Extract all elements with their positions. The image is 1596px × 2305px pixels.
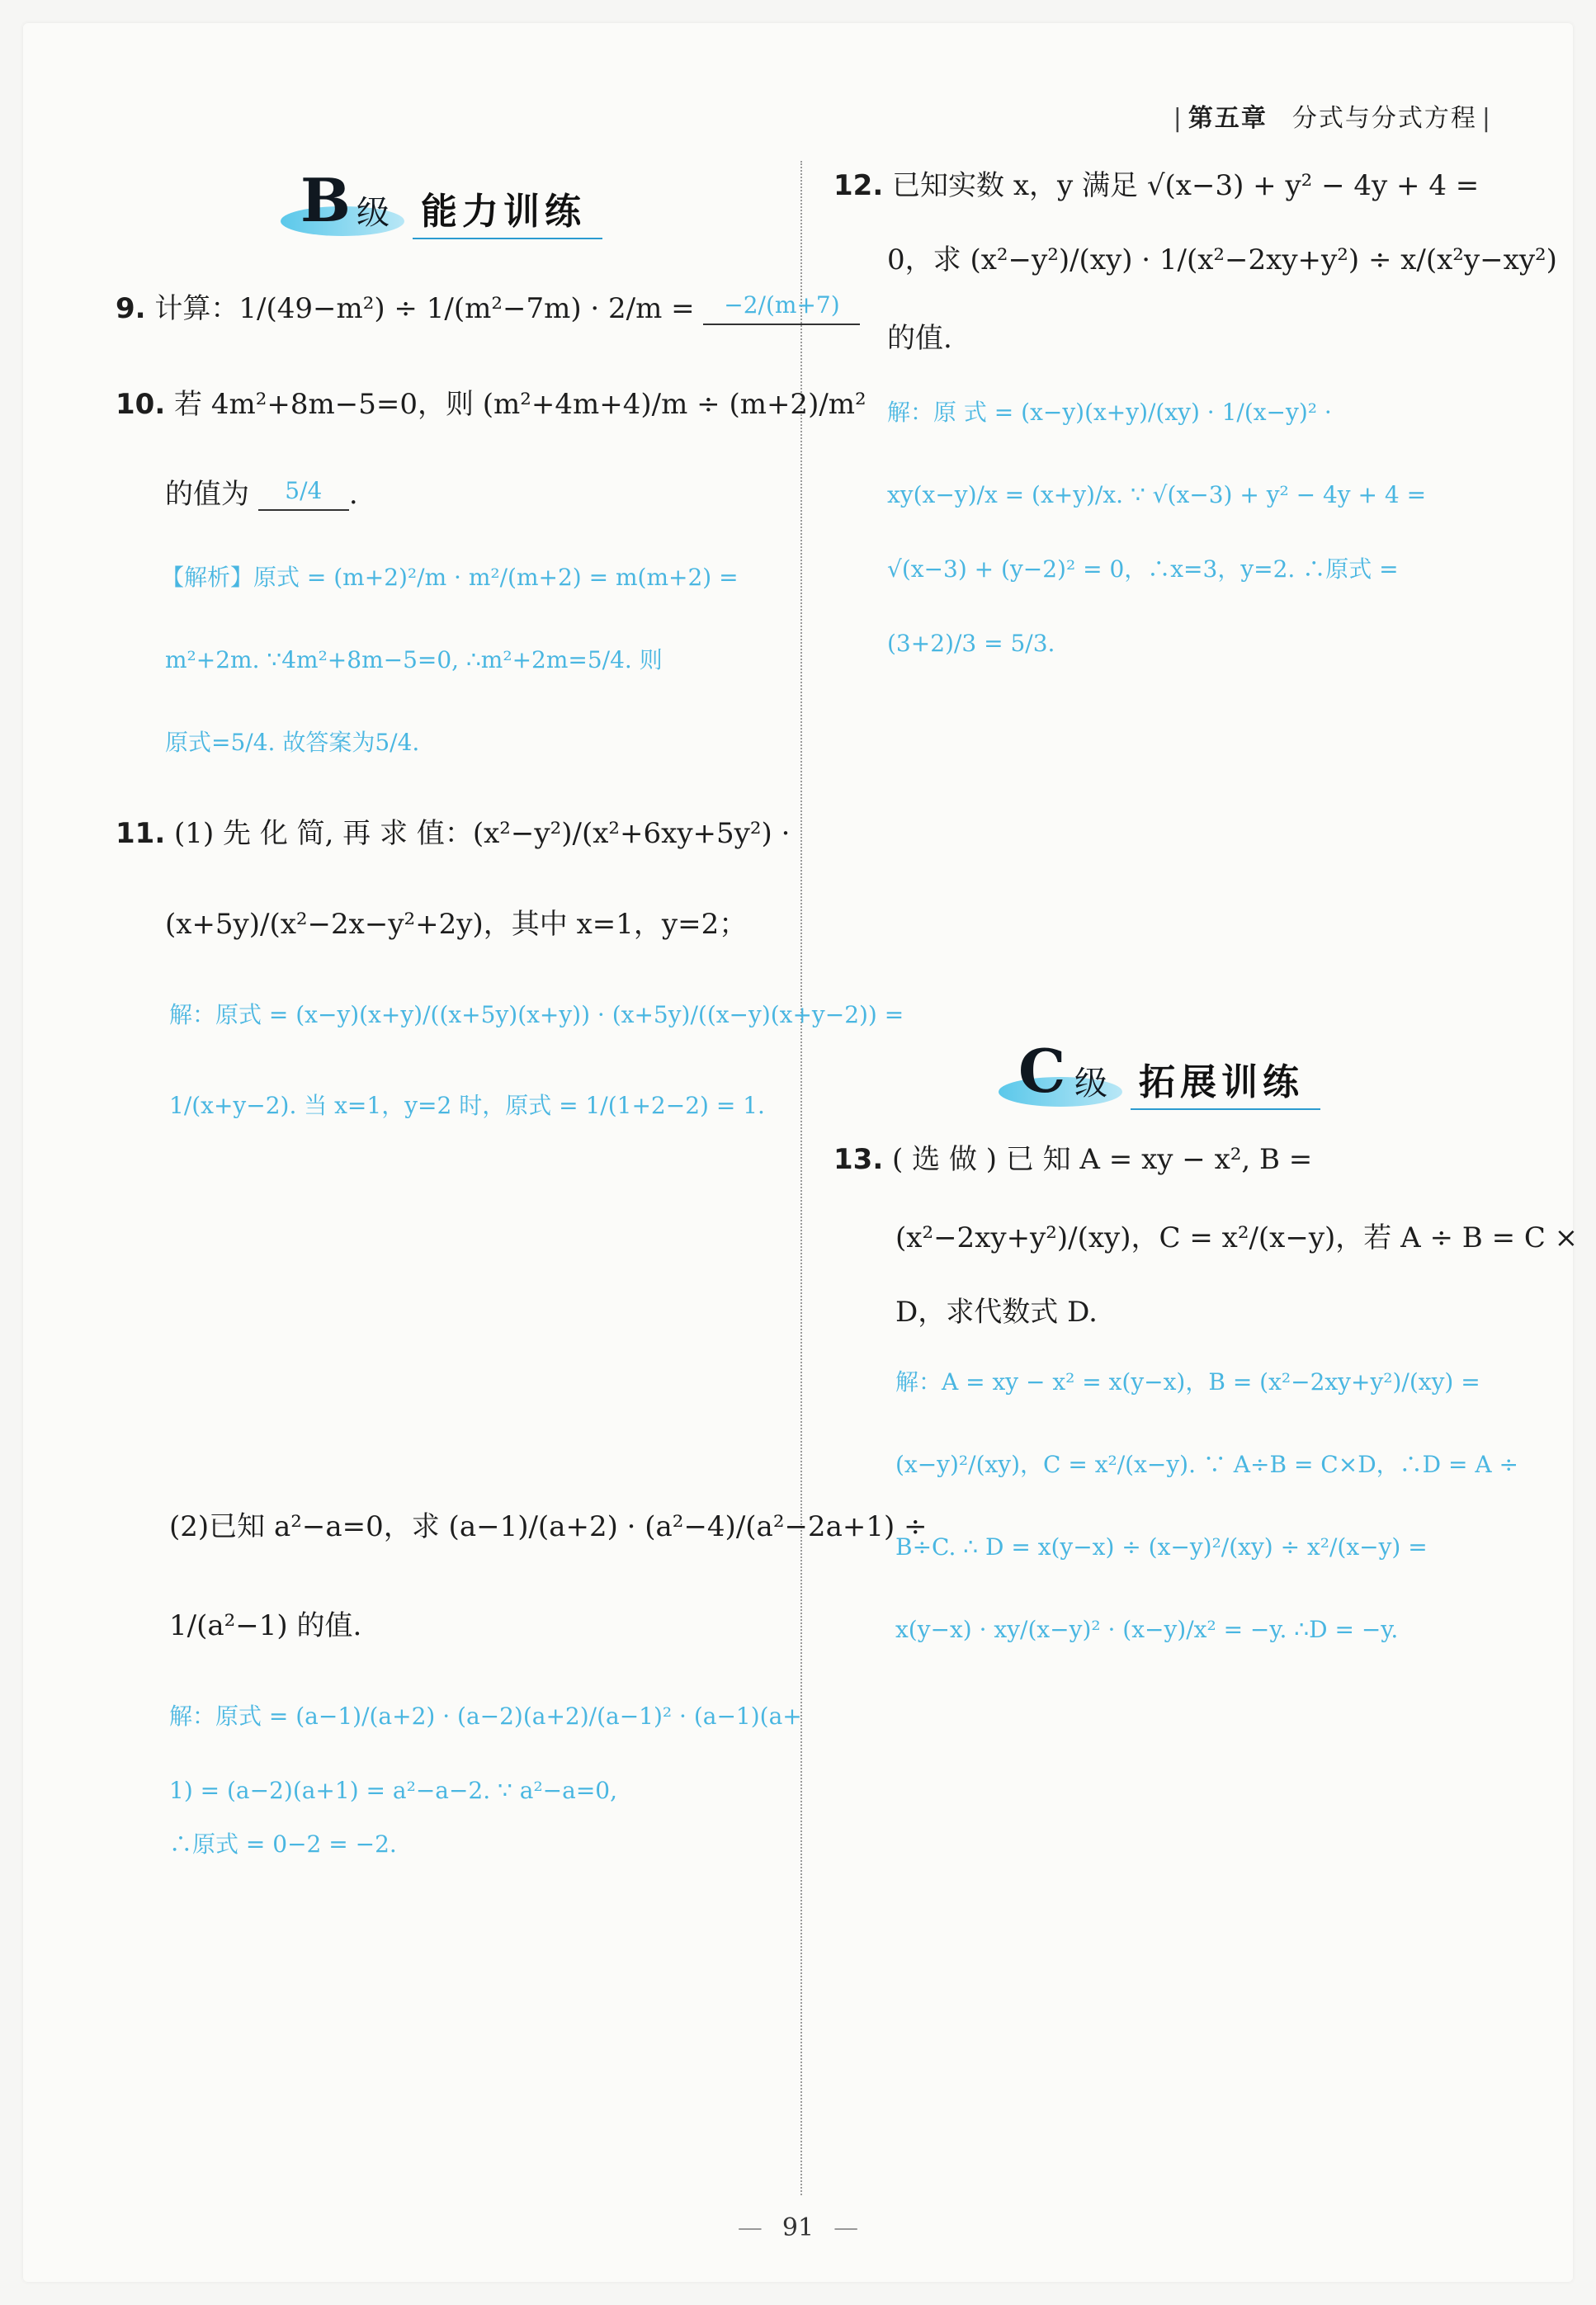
section-b-ji: 级 bbox=[357, 194, 390, 232]
problem-text: (x²−2xy+y²)/(xy)，C = x²/(x−y)，若 A ÷ B = C × bbox=[895, 1221, 1579, 1254]
problem-13 bbox=[833, 1143, 1312, 1176]
solution-line: 解：原式 = (a−1)/(a+2) · (a−2)(a+2)/(a−1)² · (a−1)(a+ bbox=[169, 1703, 802, 1730]
problem-number: 13. bbox=[833, 1143, 884, 1176]
problem-number: 10. bbox=[116, 388, 166, 421]
problem-text: (x+5y)/(x²−2x−y²+2y)，其中 x=1，y=2； bbox=[165, 908, 748, 941]
problem-text: 计算：1/(49−m²) ÷ 1/(m²−7m) · 2/m = bbox=[154, 292, 695, 325]
section-c-letter: C bbox=[1018, 1036, 1066, 1106]
problem-number: 11. bbox=[116, 817, 166, 850]
solution-line: m²+2m. ∵4m²+8m−5=0, ∴m²+2m=5/4. 则 bbox=[165, 646, 663, 673]
solution-line: ∴原式 = 0−2 = −2. bbox=[169, 1830, 397, 1858]
chapter-label: 第五章 bbox=[1188, 104, 1268, 133]
problem-number: 9. bbox=[116, 292, 146, 325]
running-header: | 第五章 分式与分式方程 | bbox=[1173, 104, 1492, 133]
problem-text: 的值. bbox=[887, 322, 952, 355]
solution-line: B÷C. ∴ D = x(y−x) ÷ (x−y)²/(xy) ÷ x²/(x−y) = bbox=[895, 1533, 1428, 1561]
solution-line: 解：原式 = (x−y)(x+y)/((x+5y)(x+y)) · (x+5y)/((x−y)(x+y−2)) = bbox=[169, 1001, 904, 1028]
section-c-ji: 级 bbox=[1074, 1065, 1107, 1103]
solution-line: 原式=5/4. 故答案为5/4. bbox=[165, 729, 420, 756]
answer-blank: −2/(m+7) bbox=[703, 289, 860, 325]
solution-line: x(y−x) · xy/(x−y)² · (x−y)/x² = −y. ∴D = −y. bbox=[895, 1616, 1399, 1643]
problem-number: 12. bbox=[833, 169, 884, 202]
solution-line: 解：A = xy − x² = x(y−x)，B = (x²−2xy+y²)/(xy) = bbox=[895, 1368, 1480, 1396]
problem-11-part2: (2)已知 a²−a=0，求 (a−1)/(a+2) · (a²−4)/(a²−2a+1) ÷ bbox=[169, 1510, 928, 1543]
solution-line: √(x−3) + (y−2)² = 0，∴x=3，y=2. ∴原式 = bbox=[887, 555, 1399, 583]
section-b-letter: B bbox=[300, 165, 351, 235]
solution-line: (3+2)/3 = 5/3. bbox=[887, 630, 1055, 657]
solution-line: 1/(x+y−2). 当 x=1，y=2 时，原式 = 1/(1+2−2) = 1. bbox=[169, 1092, 765, 1119]
answer-blank: 5/4 bbox=[258, 475, 349, 511]
solution-line: 【解析】原式 = (m+2)²/m · m²/(m+2) = m(m+2) = bbox=[161, 564, 739, 591]
section-c-title bbox=[999, 1036, 1345, 1110]
problem-text: 0，求 (x²−y²)/(xy) · 1/(x²−2xy+y²) ÷ x/(x²y−xy²) bbox=[887, 243, 1557, 276]
problem-10 bbox=[116, 388, 866, 421]
problem-11 bbox=[116, 817, 790, 850]
problem-text: (1) 先 化 简, 再 求 值：(x²−y²)/(x²+6xy+5y²) · bbox=[174, 817, 791, 850]
problem-text: ( 选 做 ) 已 知 A = xy − x², B = bbox=[892, 1143, 1313, 1176]
chapter-title: 分式与分式方程 bbox=[1291, 104, 1477, 133]
solution-line: 1) = (a−2)(a+1) = a²−a−2. ∵ a²−a=0, bbox=[169, 1777, 618, 1804]
problem-text: D，求代数式 D. bbox=[895, 1296, 1098, 1329]
section-c-name: 拓展训练 bbox=[1139, 1061, 1304, 1103]
problem-10-line2: 的值为 5/4 . bbox=[165, 475, 358, 511]
problem-12 bbox=[833, 169, 1479, 202]
solution-line: (x−y)²/(xy)，C = x²/(x−y). ∵ A÷B = C×D，∴D = A ÷ bbox=[895, 1451, 1518, 1478]
problem-text: 若 4m²+8m−5=0，则 (m²+4m+4)/m ÷ (m+2)/m² bbox=[174, 388, 866, 421]
section-b-title bbox=[281, 165, 627, 239]
solution-line: xy(x−y)/x = (x+y)/x. ∵ √(x−3) + y² − 4y + 4 = bbox=[887, 481, 1427, 508]
column-divider bbox=[800, 161, 802, 2195]
problem-9 bbox=[116, 289, 860, 325]
page-number: — 91 — bbox=[737, 2213, 859, 2242]
problem-text: 的值为 bbox=[165, 478, 249, 511]
problem-text: 1/(a²−1) 的值. bbox=[169, 1609, 362, 1642]
solution-line: 解：原 式 = (x−y)(x+y)/(xy) · 1/(x−y)² · bbox=[887, 399, 1332, 426]
page bbox=[23, 23, 1573, 2282]
problem-text: 已知实数 x，y 满足 √(x−3) + y² − 4y + 4 = bbox=[892, 169, 1480, 202]
section-b-name: 能力训练 bbox=[421, 191, 586, 233]
